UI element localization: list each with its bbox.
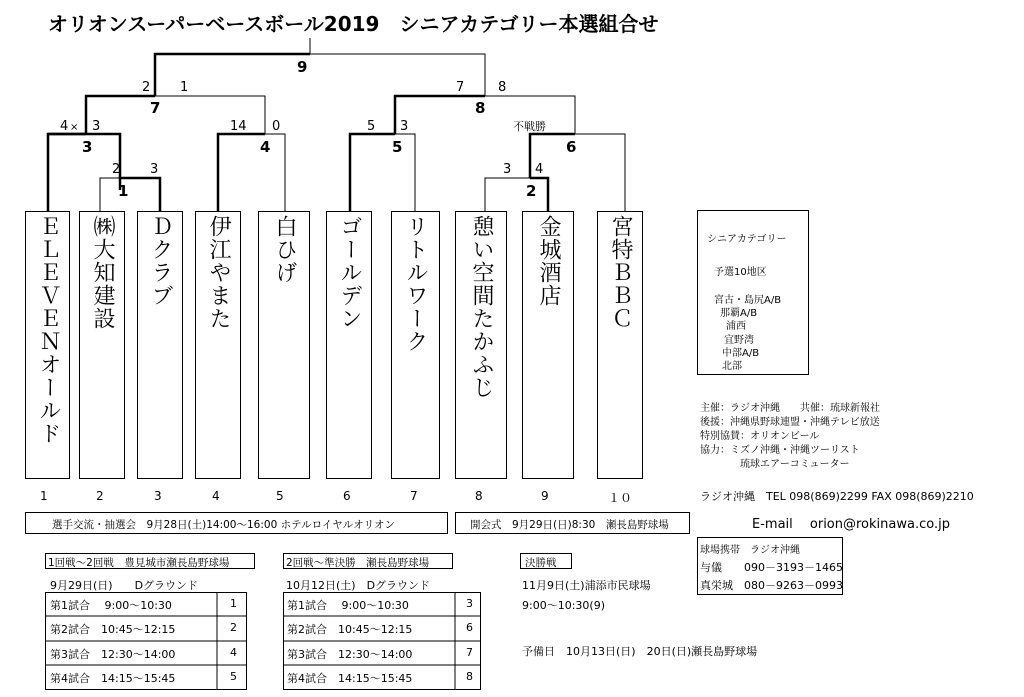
schedule2-row: 第2試合 10:45～12:15 xyxy=(287,623,413,636)
schedule1-row: 第4試合 14:15～15:45 xyxy=(50,672,176,685)
game4-left-score: 14 xyxy=(230,119,247,134)
phone-row: 真栄城 080－9263－0993 xyxy=(700,579,843,592)
bracket-thin-lines xyxy=(100,38,625,211)
schedule2-row: 第4試合 14:15～15:45 xyxy=(287,672,413,685)
final-header: 決勝戦 xyxy=(525,557,557,569)
team-name: 伊江やまた xyxy=(206,215,231,330)
sponsor-line: 主催：ラジオ沖縄 共催：琉球新報社 xyxy=(700,403,880,414)
team-name: 宮特ＢＢＣ xyxy=(608,215,633,330)
team-seed: 9 xyxy=(541,489,549,503)
team-name: ゴールデン xyxy=(337,215,362,330)
schedule1-game: 2 xyxy=(230,621,237,634)
radio-contact: ラジオ沖縄 TEL 098(869)2299 FAX 098(869)2210 xyxy=(700,490,974,503)
game3-lose-mark: × xyxy=(70,122,79,133)
game3-right-score: 3 xyxy=(92,119,101,134)
team-name: 憩い空間たかふじ xyxy=(469,215,494,399)
team-seed: 3 xyxy=(154,489,162,503)
game2-number: 2 xyxy=(526,182,537,200)
game3-left-score: 4 xyxy=(60,119,69,134)
schedule1-date: 9月29日(日) Dグラウンド xyxy=(50,579,199,592)
game4-number: 4 xyxy=(260,138,271,156)
game8-number: 8 xyxy=(475,99,486,117)
schedule2-game: 6 xyxy=(466,621,473,634)
game6-number: 6 xyxy=(566,138,577,156)
phone-row: 与儀 090－3193－1465 xyxy=(700,561,843,574)
game5-number: 5 xyxy=(392,138,403,156)
schedule2-game: 3 xyxy=(466,597,473,610)
team-seed: 7 xyxy=(410,489,418,503)
team-seed: 5 xyxy=(276,489,284,503)
reserve-days: 予備日 10月13日(日) 20日(日)瀬長島野球場 xyxy=(522,645,758,658)
senior-info-area: 宜野湾 xyxy=(724,335,754,346)
page-title: オリオンスーパーベースボール2019 シニアカテゴリー本選組合せ xyxy=(48,12,659,36)
team-seed: 2 xyxy=(96,489,104,503)
schedule2-date: 10月12日(土) Dグラウンド xyxy=(286,579,431,592)
schedule1-game: 1 xyxy=(230,597,237,610)
phone-header: 球場携帯 ラジオ沖縄 xyxy=(700,545,800,556)
sponsor-line: 特別協賛：オリオンビール xyxy=(700,431,820,442)
senior-info-area: 浦西 xyxy=(726,321,746,332)
schedule2-row: 第1試合 9:00～10:30 xyxy=(287,599,409,612)
senior-info-area: 宮古・島尻A/B xyxy=(714,295,782,306)
game7-number: 7 xyxy=(150,99,161,117)
final-time: 9:00～10:30(9) xyxy=(522,599,605,612)
team-name: 金城酒店 xyxy=(536,215,561,307)
game2-right-score: 4 xyxy=(535,162,544,177)
senior-info-area: 北部 xyxy=(722,361,742,372)
team-name: ㈱大知建設 xyxy=(90,215,115,330)
team-seed: １０ xyxy=(608,491,633,505)
game4-right-score: 0 xyxy=(272,119,281,134)
game3-number: 3 xyxy=(82,138,93,156)
schedule1-row: 第1試合 9:00～10:30 xyxy=(50,599,172,612)
schedule1-header: 1回戦～2回戦 豊見城市瀬長島野球場 xyxy=(48,557,230,569)
opening-text: 開会式 9月29日(日)8:30 瀬長島野球場 xyxy=(470,519,669,531)
schedule1-game: 5 xyxy=(230,670,237,683)
game5-left-score: 5 xyxy=(367,119,376,134)
sponsor-line: 協力：ミズノ沖縄・沖縄ツーリスト xyxy=(700,445,860,456)
senior-info-area: 中部A/B xyxy=(722,348,760,359)
game9-number: 9 xyxy=(297,58,308,76)
team-name: リトルワーク xyxy=(403,215,428,353)
team-seed: 6 xyxy=(343,489,351,503)
draw-event-text: 選手交流・抽選会 9月28日(土)14:00～16:00 ホテルロイヤルオリオン xyxy=(52,519,396,531)
team-name: ＥＬＥＶＥＮオールド xyxy=(36,215,61,445)
senior-info-prelim: 予選10地区 xyxy=(714,267,767,278)
game8-right-score: 8 xyxy=(498,80,507,95)
senior-info-heading: シニアカテゴリー xyxy=(707,234,787,245)
schedule2-game: 8 xyxy=(466,670,473,683)
senior-info-area: 那覇A/B xyxy=(720,308,758,319)
team-name: Ｄクラブ xyxy=(148,215,173,307)
sponsor-line: 琉球エアーコミューター xyxy=(700,459,850,470)
game1-left-score: 2 xyxy=(112,162,121,177)
schedule1-game: 4 xyxy=(230,646,237,659)
schedule1-row: 第3試合 12:30～14:00 xyxy=(50,648,176,661)
final-venue: 11月9日(土)浦添市民球場 xyxy=(522,579,651,592)
game5-right-score: 3 xyxy=(400,119,409,134)
game7-right-score: 1 xyxy=(180,80,189,95)
team-name: 白ひげ xyxy=(272,215,297,284)
schedule2-row: 第3試合 12:30～14:00 xyxy=(287,648,413,661)
game7-left-score: 2 xyxy=(142,80,151,95)
schedule2-game: 7 xyxy=(466,646,473,659)
game6-walkover-note: 不戦勝 xyxy=(513,120,546,133)
schedule2-header: 2回戦～準決勝 瀬長島野球場 xyxy=(286,557,430,569)
game1-right-score: 3 xyxy=(150,162,159,177)
team-seed: 8 xyxy=(475,489,483,503)
team-seed: 4 xyxy=(212,489,220,503)
email-address[interactable]: E-mail orion@rokinawa.co.jp xyxy=(752,517,950,532)
game1-number: 1 xyxy=(118,182,129,200)
game8-left-score: 7 xyxy=(456,80,465,95)
schedule1-row: 第2試合 10:45～12:15 xyxy=(50,623,176,636)
game2-left-score: 3 xyxy=(503,162,512,177)
team-seed: 1 xyxy=(40,489,48,503)
sponsor-line: 後援：沖縄県野球連盟・沖縄テレビ放送 xyxy=(700,417,880,428)
